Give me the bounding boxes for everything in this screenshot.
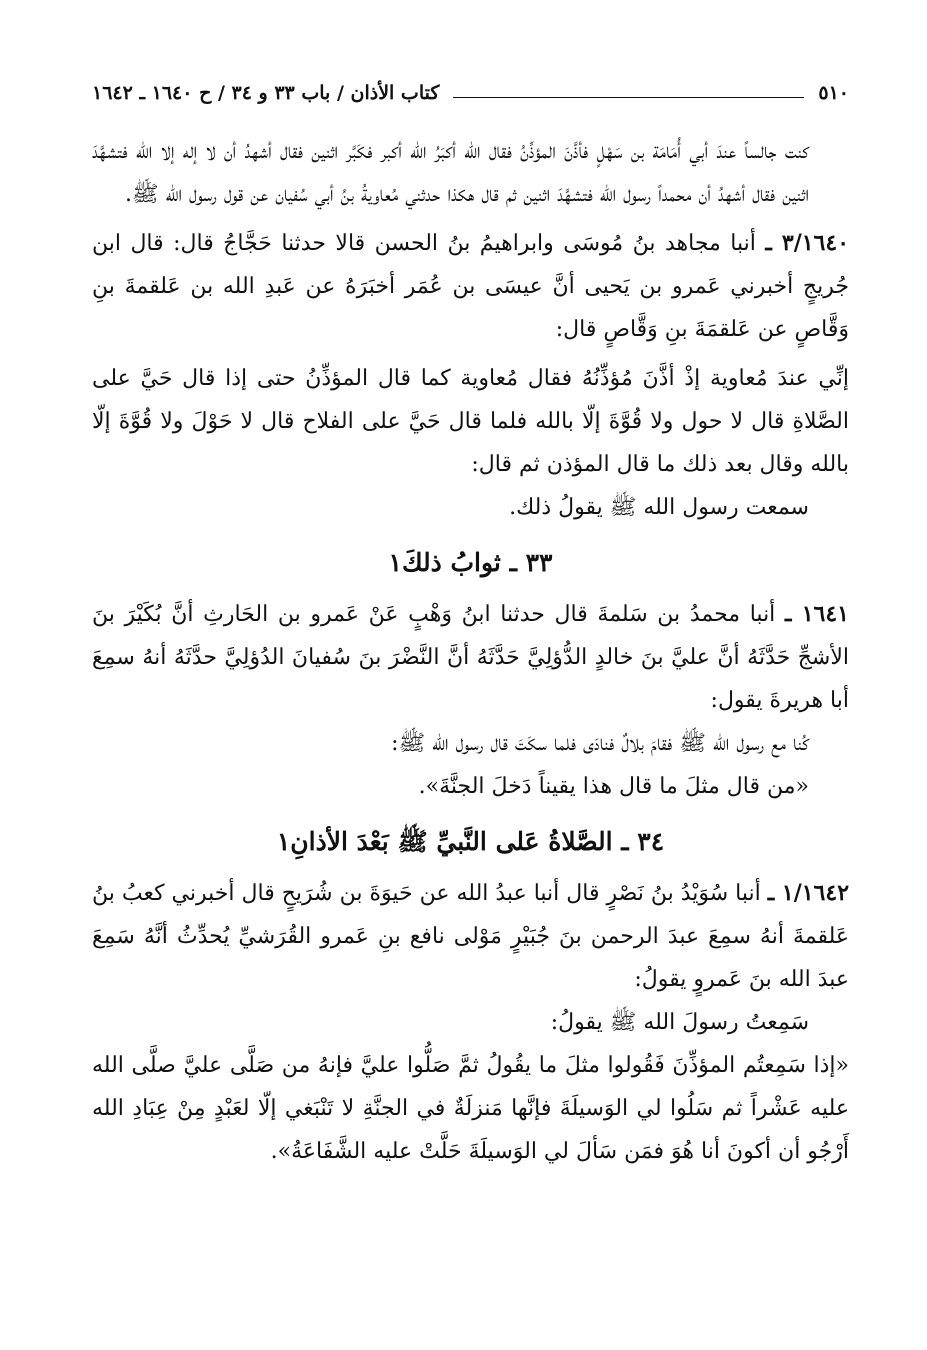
hadith-number-1640: ٣/١٦٤٠ ـ	[765, 230, 850, 256]
chapter-heading-33: ٣٣ ـ ثوابُ ذلكَ١	[388, 548, 553, 577]
paragraph-3: سمعت رسول الله ﷺ يقولُ ذلك.	[509, 495, 809, 520]
hadith-number-1642: ١/١٦٤٢ ـ	[767, 880, 850, 906]
hadith-number-1641: ١٦٤١ ـ	[784, 601, 849, 627]
paragraph-6: سَمِعتُ رسولَ الله ﷺ يقولُ:	[550, 1010, 809, 1035]
page-number: ٥١٠	[818, 82, 849, 104]
paragraph-1: كنت جالساً عندَ أبي أُمَامَة بن سَهْلٍ فأذَّنَ المؤذِّنُ فقال الله أكبَرُ الله أكبر فكَبَّر اثنين فقال أشهدُ أن لا إله إلا الله فتشهَّدَ اثنين فقال أشهدُ أن محمداً رسول الله فتشهَّدَ اثنين ثم قال هكذا حدثني مُعاويةُ بنُ أبي سُفيان عن قول رسول الله ﷺ.	[92, 139, 809, 207]
paragraph-4: كُنا مع رسول الله ﷺ فقامَ بلالٌ فنادَى فلما سكَتَ قال رسول الله ﷺ:	[391, 731, 809, 756]
header-rule	[453, 96, 804, 98]
hadith-text-1642: أنبا سُوَيْدُ بنُ نَصْرٍ قال أنبا عبدُ الله عن حَيوَةَ بن شُرَيحٍ قال أخبرني كعبُ بنُ عَلقمةَ أنهُ سمِعَ عبدَ الرحمن بنَ جُبَيْرٍ مَوْلى نافع بنِ عَمرو القُرَشيِّ يُحدِّثُ أنَّهُ سَمِعَ عبدَ الله بنَ عَمروٍ يقولُ:	[92, 881, 849, 992]
paragraph-7: «إذا سَمِعتُم المؤذِّنَ فَقُولوا مثلَ ما يقُولُ ثمَّ صَلُّوا عليَّ فإنهُ من صَلَّى عليَّ صلَّى الله عليه عَشْراً ثم سَلُوا لي الوَسيلَةَ فإنَّها مَنزلَةٌ في الجنَّةِ لا تَنْبَغي إلّا لعَبْدٍ مِنْ عِبَادِ الله أَرْجُو أن أكونَ أنا هُوَ فمَن سَألَ لي الوَسيلَةَ حَلَّتْ عليه الشَّفَاعَةُ».	[92, 1053, 849, 1164]
hadith-1641	[92, 593, 849, 722]
chapter-heading-34: ٣٤ ـ الصَّلاةُ عَلى النَّبيِّ ﷺ بَعْدَ الأذانِ١	[276, 827, 665, 856]
paragraph-5: «من قال مثلَ ما قال هذا يقيناً دَخلَ الجنَّةَ».	[418, 774, 809, 799]
hadith-text-1641: أنبا محمدُ بن سَلمةَ قال حدثنا ابنُ وَهْبٍ عَنْ عَمرو بن الحَارثِ أنَّ بُكَيْرَ بنَ الأشجِّ حَدَّثَهُ أنَّ عليَّ بنَ خالدٍ الدُّؤلِيَّ حَدَّثَهُ أنَّ النَّضْرَ بنَ سُفيانَ الدُؤلِيَّ حدَّثَهُ أنهُ سمِعَ أبا هريرةَ يقول:	[92, 602, 849, 713]
hadith-text-1640: أنبا مجاهد بنُ مُوسَى وابراهيمُ بنُ الحسن قالا حدثنا حَجَّاجُ قال: قال ابن جُريجٍ أخبرني عَمرو بن يَحيى أنَّ عيسَى بن عُمَر أخبَرَهُ عن عَبدِ الله بن عَلقمةَ بنِ وَقَّاصٍ عن عَلقمَةَ بنِ وَقَّاصٍ قال:	[92, 231, 849, 342]
running-title: كتاب الأذان / باب ٣٣ و ٣٤ / ح ١٦٤٠ ـ ١٦٤٢	[92, 82, 440, 104]
page-header	[92, 82, 849, 110]
paragraph-2: إنِّي عندَ مُعاوية إذْ أذَّنَ مُؤذِّنُهُ فقال مُعاوية كما قال المؤذِّنُ حتى إذا قال حَيَّ على الصَّلاةِ قال لا حول ولا قُوَّةَ إلّا بالله فلما قال حَيَّ على الفلاح قال لا حَوْلَ ولا قُوَّةَ إلّا بالله وقال بعد ذلك ما قال المؤذن ثم قال:	[92, 366, 849, 477]
hadith-1640	[92, 222, 849, 351]
hadith-1642	[92, 872, 849, 1001]
